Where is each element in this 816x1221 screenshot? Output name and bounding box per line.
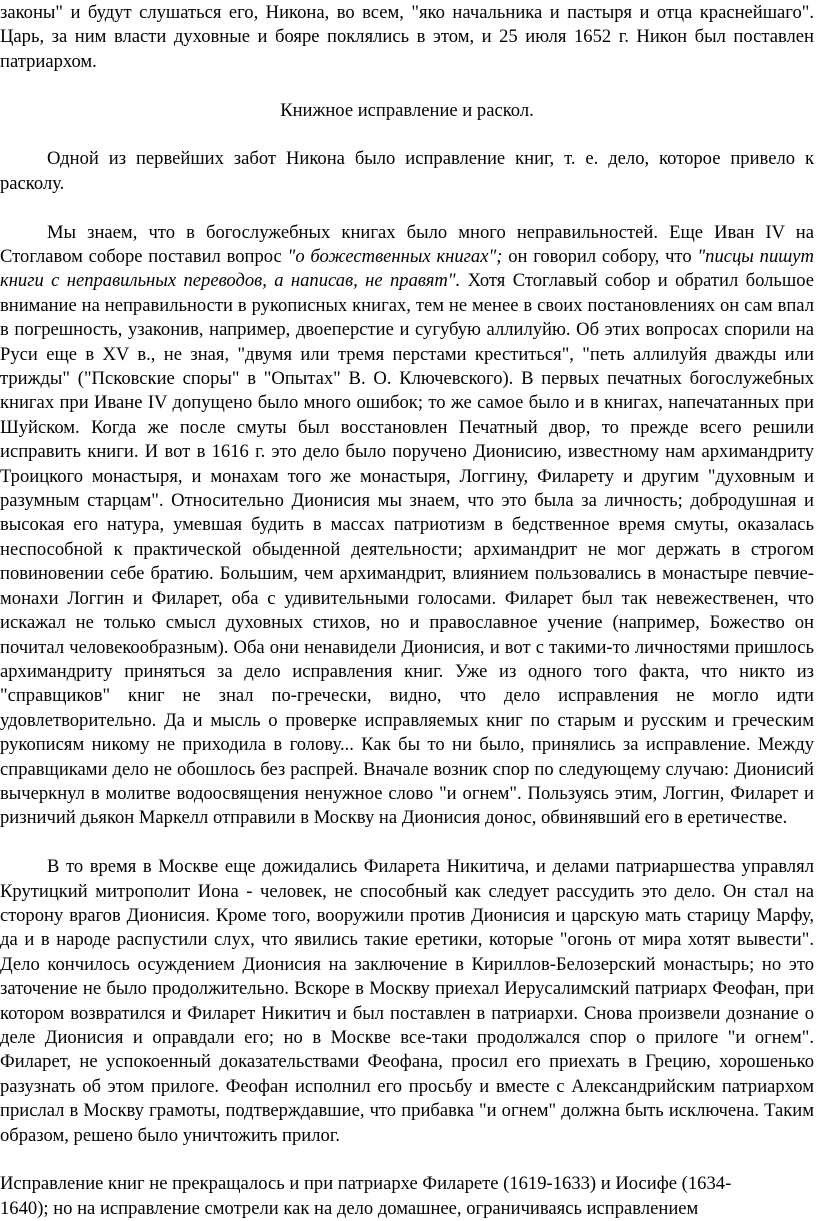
text-run: Мы знаем, что в богослужебных книгах было много неправильностей. Еще Иван IV на Стоглавом соборе поставил вопрос	[0, 221, 814, 268]
paragraph-book-errors	[0, 221, 814, 831]
text-run: Хотя Стоглавый собор и обратил большое внимание на неправильности в рукописных книгах, тем не менее в своих постановлениях он сам впал в погрешность, узаконив, например, двоеперстие и сугубую аллилуйю. Об этих вопросах спорили на Руси еще в XV в., не зная, "двумя или тремя перстами креститься", "петь аллилуйя дважды или трижды" ("Псковские споры" в "Опытах" В. О. Ключевского). В первых печатных богослужебных книгах при Иване IV допущено было много ошибок; то же самое было и в книгах, напечатанных при Шуйском. Когда же после смуты был восстановлен Печатный двор, то прежде всего решили исправить книги. И вот в 1616 г. это дело было поручено Дионисию, известному нам архимандриту Троицкого монастыря, и монахам того же монастыря, Логгину, Филарету и другим "духовным и разумным старцам". Относительно Дионисия мы знаем, что это была за личность; добродушная и высокая его натура, умевшая будить в массах патриотизм в бедственное время смуты, оказалась неспособной к практической обыденной деятельности; архимандрит не мог держать в строгом повиновении себе братию. Большим, чем архимандрит, влиянием пользовались в монастыре певчие-монахи Логгин и Филарет, оба с удивительными голосами. Филарет был так невежественен, что искажал не только смысл духовных стихов, но и православное учение (например, Божество он почитал человекообразным). Оба они ненавидели Дионисия, и вот с такими-то личностями пришлось архимандриту приняться за дело исправления книг. Уже из одного того факта, что никто из "справщиков" книг не знал по-гречески, видно, что дело исправления не могло идти удовлетворительно. Да и мысль о проверке исправляемых книг по старым и русским и греческим рукописям никому не приходила в голову... Как бы то ни было, принялись за исправление. Между справщиками дело не обошлось без распрей. Вначале возник спор по следующему случаю: Дионисий вычеркнул в молитве водоосвящения ненужное слово "и огнем". Пользуясь этим, Логгин, Филарет и ризничий дьякон Маркелл отправили в Москву на Дионисия донос, обвинявший его в еретичестве.	[0, 270, 814, 829]
text-line: Исправление книг не прекращалось и при патриархе Филарете (1619-1633) и Иосифе (1634-	[0, 1173, 732, 1195]
paragraph-first-care: Одной из первейших забот Никона было исправление книг, т. е. дело, которое привело к расколу.	[0, 148, 814, 194]
paragraph-intro: законы" и будут слушаться его, Никона, во всем, "яко начальника и пастыря и отца краснейшаго". Царь, за ним власти духовные и бояре поклялись в этом, и 25 июля 1652 г. Никон был поставлен патриархом.	[0, 2, 814, 72]
italic-quote: "о божественных книгах";	[287, 246, 503, 268]
section-heading: Книжное исправление и раскол.	[280, 99, 534, 121]
paragraph-moscow: В то время в Москве еще дожидались Филарета Никитича, и делами патриаршества управлял Крутицкий митрополит Иона - человек, не способный как следует рассудить это дело. Он стал на сторону врагов Дионисия. Кроме того, вооружили против Дионисия и царскую мать старицу Марфу, да и в народе распустили слух, что явились такие еретики, которые "огонь от мира хотят вывести". Дело кончилось осуждением Дионисия на заключение в Кириллов-Белозерский монастырь; но это заточение не было продолжительно. Вскоре в Москву приехал Иерусалимский патриарх Феофан, при котором возвратился и Филарет Никитич и был поставлен в патриархи. Снова произвели дознание о деле Дионисия и оправдали его; но в Москве все-таки продолжался спор о прилоге "и огнем". Филарет, не успокоенный доказательствами Феофана, просил его приехать в Грецию, хорошенько разузнать об этом прилоге. Феофан исполнил его просьбу и вместе с Александрийским патриархом прислал в Москву грамоты, подтверждавшие, что прибавка "и огнем" должна быть исключена. Таким образом, решено было уничтожить прилог.	[0, 856, 814, 1146]
text-line: 1640); но на исправление смотрели как на дело домашнее, ограничиваясь исправлением	[0, 1197, 699, 1219]
italic-quote: "писцы пишут книги с неправильных переводов, а написав, не правят".	[0, 246, 814, 292]
text-run: он говорил собору, что	[502, 246, 698, 268]
